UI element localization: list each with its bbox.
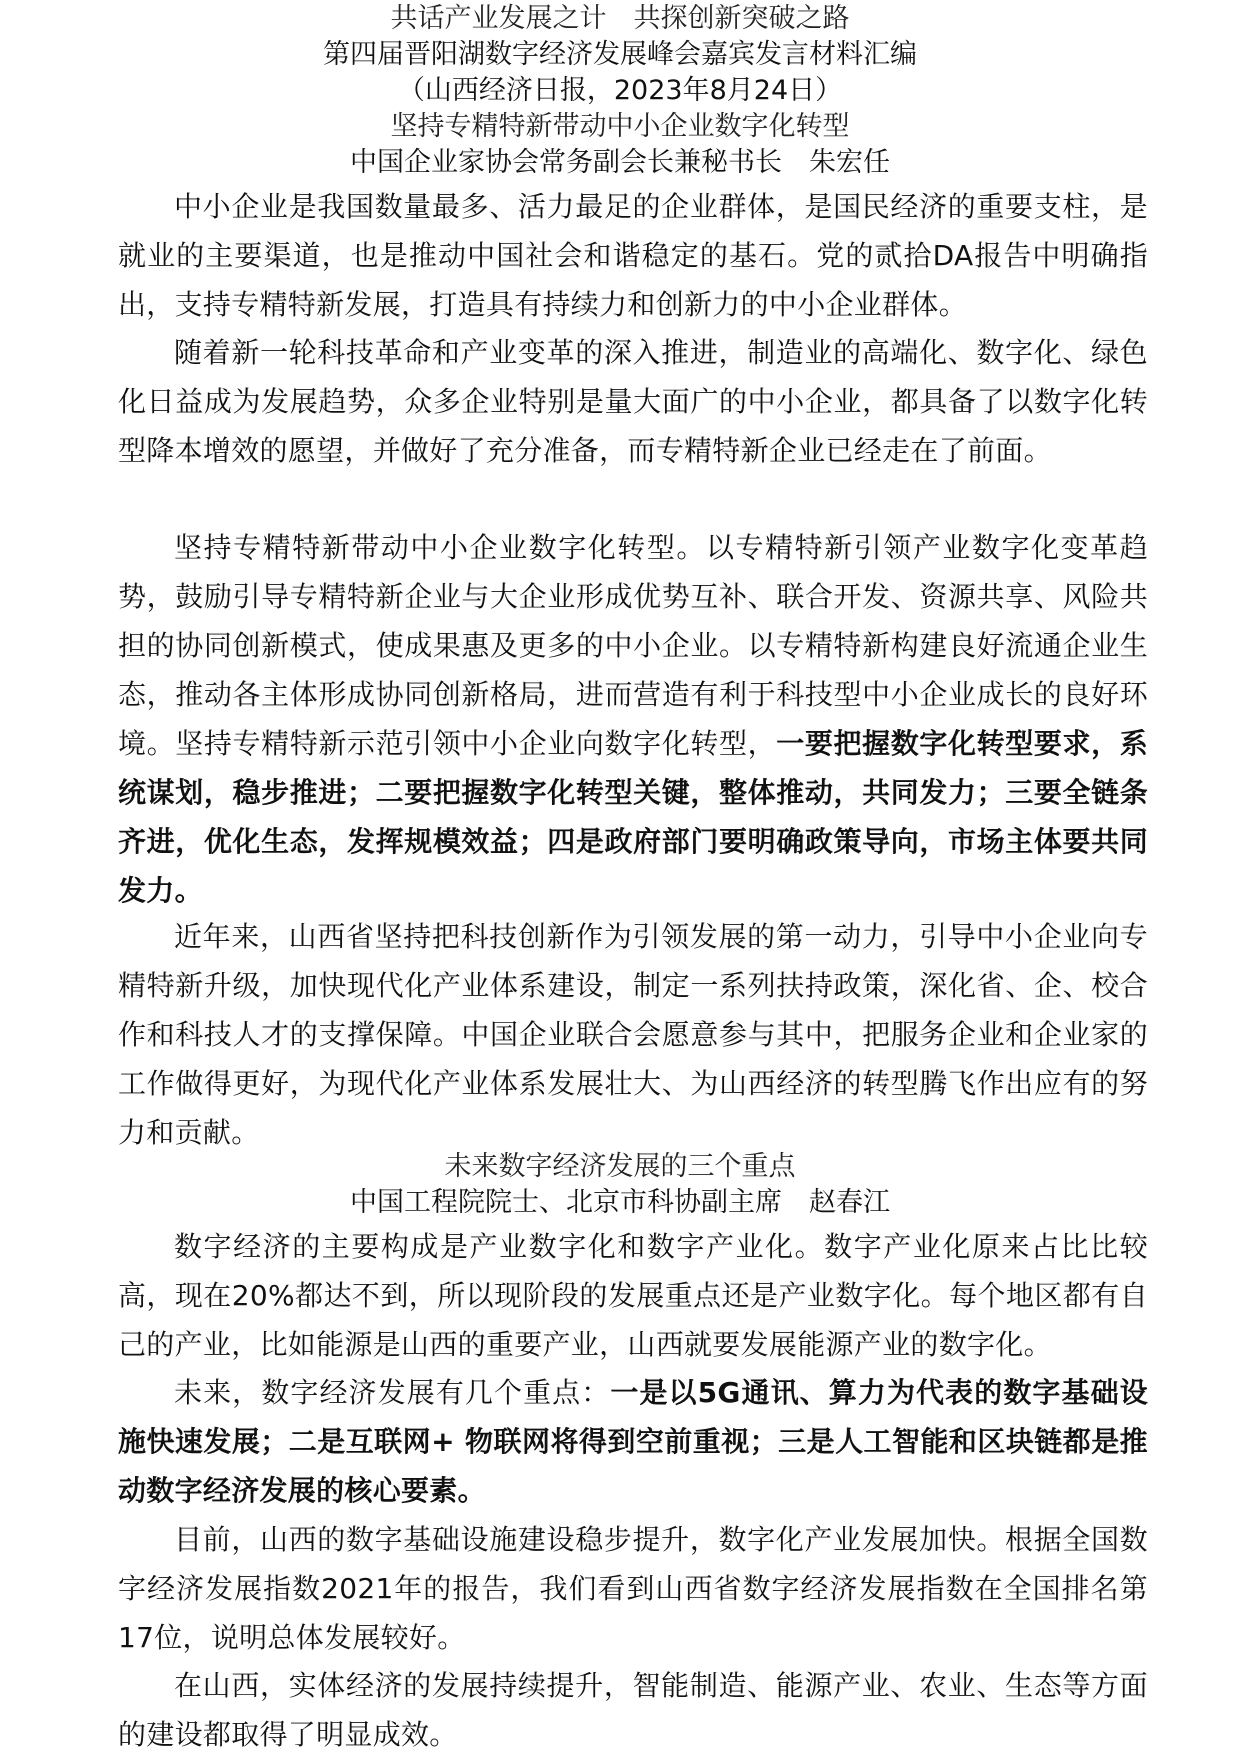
article-2-paragraph-3: 目前，山西的数字基础设施建设稳步提升，数字化产业发展加快。根据全国数字经济发展指数2021年的报告，我们看到山西省数字经济发展指数在全国排名第17位，说明总体发展较好。 <box>118 1523 1148 1654</box>
article-2-paragraph-2-text: 未来，数字经济发展有几个重点： <box>174 1376 611 1409</box>
article-2-paragraph-4: 在山西，实体经济的发展持续提升，智能制造、能源产业、农业、生态等方面的建设都取得了明显成效。 <box>118 1669 1148 1751</box>
article-1-paragraph-4: 近年来，山西省坚持把科技创新作为引领发展的第一动力，引导中小企业向专精特新升级，加快现代化产业体系建设，制定一系列扶持政策，深化省、企、校合作和科技人才的支撑保障。中国企业联合会愿意参与其中，把服务企业和企业家的工作做得更好，为现代化产业体系发展壮大、为山西经济的转型腾飞作出应有的努力和贡献。 <box>118 920 1148 1149</box>
header-line-1: 共话产业发展之计 共探创新突破之路 <box>390 3 850 34</box>
article-1-paragraph-3-text: 坚持专精特新带动中小企业数字化转型。以专精特新引领产业数字化变革趋势，鼓励引导专精特新企业与大企业形成优势互补、联合开发、资源共享、风险共担的协同创新模式，使成果惠及更多的中小企业。以专精特新构建良好流通企业生态，推动各主体形成协同创新格局，进而营造有利于科技型中小企业成长的良好环境。坚持专精特新示范引领中小企业向数字化转型， <box>118 531 1148 760</box>
header-line-2: 第四届晋阳湖数字经济发展峰会嘉宾发言材料汇编 <box>323 39 917 70</box>
article-2-title: 未来数字经济发展的三个重点 <box>444 1151 796 1182</box>
article-1-paragraph-1: 中小企业是我国数量最多、活力最足的企业群体，是国民经济的重要支柱，是就业的主要渠道，也是推动中国社会和谐稳定的基石。党的贰拾DA报告中明确指出，支持专精特新发展，打造具有持续力和创新力的中小企业群体。 <box>118 190 1148 321</box>
document-header <box>0 2 1240 180</box>
article-2-paragraph-2 <box>118 1368 1148 1515</box>
article-1-paragraph-3 <box>118 523 1148 915</box>
article-2-header <box>0 1150 1240 1220</box>
article-1-title: 坚持专精特新带动中小企业数字化转型 <box>390 111 850 142</box>
article-2-paragraph-1: 数字经济的主要构成是产业数字化和数字产业化。数字产业化原来占比比较高，现在20%都达不到，所以现阶段的发展重点还是产业数字化。每个地区都有自己的产业，比如能源是山西的重要产业，山西就要发展能源产业的数字化。 <box>118 1230 1148 1361</box>
article-1-paragraph-3-emphasis: 一要把握数字化转型要求，系统谋划，稳步推进；二要把握数字化转型关键，整体推动，共同发力；三要全链条齐进，优化生态，发挥规模效益；四是政府部门要明确政策导向，市场主体要共同发力。 <box>118 727 1149 907</box>
article-1-author: 中国企业家协会常务副会长兼秘书长 朱宏任 <box>350 147 890 178</box>
article-2-paragraph-2-emphasis: 一是以5G通讯、算力为代表的数字基础设施快速发展；二是互联网+ 物联网将得到空前重视；三是人工智能和区块链都是推动数字经济发展的核心要素。 <box>118 1376 1148 1507</box>
article-1-paragraph-2: 随着新一轮科技革命和产业变革的深入推进，制造业的高端化、数字化、绿色化日益成为发展趋势，众多企业特别是量大面广的中小企业，都具备了以数字化转型降本增效的愿望，并做好了充分准备，而专精特新企业已经走在了前面。 <box>118 336 1148 467</box>
header-line-3: （山西经济日报，2023年8月24日） <box>397 75 843 106</box>
article-2-author: 中国工程院院士、北京市科协副主席 赵春江 <box>350 1187 890 1218</box>
